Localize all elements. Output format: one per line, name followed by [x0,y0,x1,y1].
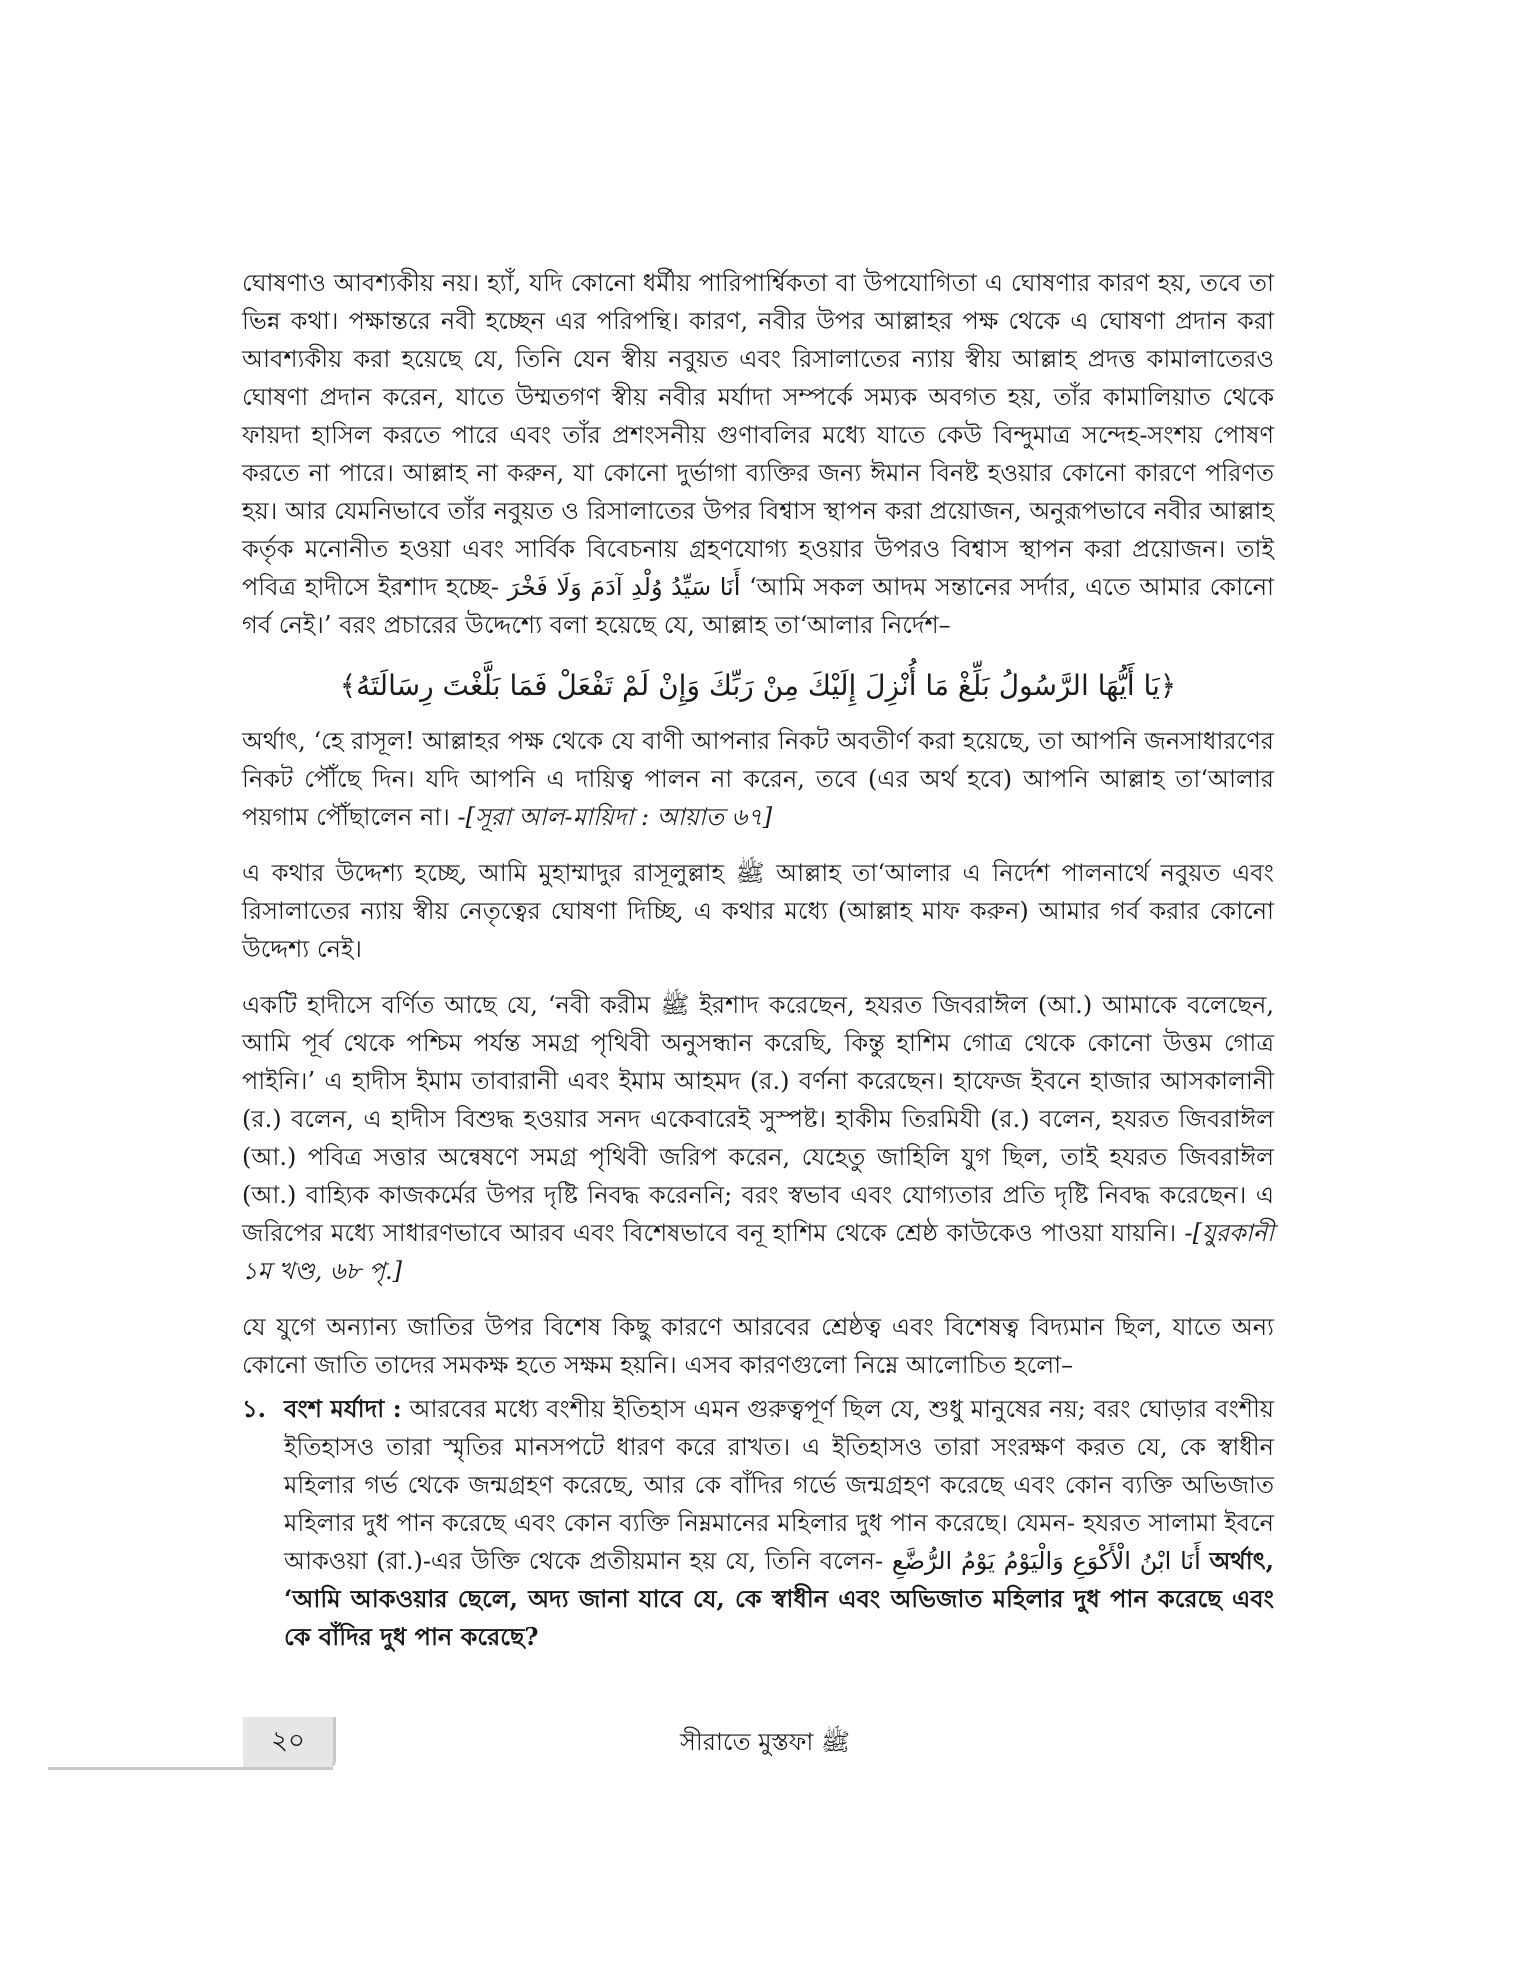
verse-reference: -[সূরা আল-মায়িদা : আয়াত ৬৭] [457,803,773,831]
list-item [242,1390,1274,1656]
paragraph-intent: এ কথার উদ্দেশ্য হচ্ছে, আমি মুহাম্মাদুর রাসূলুল্লাহ ﷺ আল্লাহ তা‘আলার এ নির্দেশ পালনার্থে নবুয়ত এবং রিসালাতের ন্যায় স্বীয় নেতৃত্বের ঘোষণা দিচ্ছি, এ কথার মধ্যে (আল্লাহ মাফ করুন) আমার গর্ব করার কোনো উদ্দেশ্য নেই। [242,859,1274,963]
list-text-continued: অর্থাৎ, ‘আমি আকওয়ার ছেলে, অদ্য জানা যাবে যে, কে স্বাধীন এবং অভিজাত মহিলার দুধ পান করেছে এবং কে বাঁদির দুধ পান করেছে? [284,1546,1274,1651]
hadith-text: একটি হাদীসে বর্ণিত আছে যে, ‘নবী করীম ﷺ ইরশাদ করেছেন, হযরত জিবরাঈল (আ.) আমাকে বলেছেন, আমি পূর্ব থেকে পশ্চিম পর্যন্ত সমগ্র পৃথিবী অনুসন্ধান করেছি, কিন্তু হাশিম গোত্র থেকে কোনো উত্তম গোত্র পাইনি।’ এ হাদীস ইমাম তাবারানী এবং ইমাম আহমদ (র.) বর্ণনা করেছেন। হাফেজ ইবনে হাজার আসকালানী (র.) বলেন, এ হাদীস বিশুদ্ধ হওয়ার সনদ একেবারেই সুস্পষ্ট। হাকীম তিরমিযী (র.) বলেন, হযরত জিবরাঈল (আ.) পবিত্র সত্তার অন্বেষণে সমগ্র পৃথিবী জরিপ করেন, যেহেতু জাহিলি যুগ ছিল, তাই হযরত জিবরাঈল (আ.) বাহ্যিক কাজকর্মের উপর দৃষ্টি নিবদ্ধ করেননি; বরং স্বভাব এবং যোগ্যতার প্রতি দৃষ্টি নিবদ্ধ করেছেন। এ জরিপের মধ্যে সাধারণভাবে আরব এবং বিশেষভাবে বনূ হাশিম থেকে শ্রেষ্ঠ কাউকেও পাওয়া যায়নি। [242,991,1275,1247]
verse-translation [242,722,1274,836]
list-text: আরবের মধ্যে বংশীয় ইতিহাস এমন গুরুত্বপূর্ণ ছিল যে, শুধু মানুষের নয়; বরং ঘোড়ার বংশীয় ইতিহাসও তারা স্মৃতির মানসপটে ধারণ করে রাখত। এ ইতিহাসও তারা সংরক্ষণ করত যে, কে স্বাধীন মহিলার গর্ভ থেকে জন্মগ্রহণ করেছে, আর কে বাঁদির গর্ভে জন্মগ্রহণ করেছে এবং কোন ব্যক্তি অভিজাত মহিলার দুধ পান করেছে এবং কোন ব্যক্তি নিম্নমানের মহিলার দুধ পান করেছে। যেমন- হযরত সালামা ইবনে আকওয়া (রা.)-এর উক্তি থেকে প্রতীয়মান হয় যে, তিনি বলেন- [284,1395,1274,1575]
quran-verse: ﴿يَا أَيُّهَا الرَّسُولُ بَلِّغْ مَا أُنْزِلَ إِلَيْكَ مِنْ رَبِّكَ وَإِنْ لَمْ تَفْعَلْ فَمَا بَلَّغْتَ رِسَالَتَهُ﴾ [339,669,1177,702]
list-heading: বংশ মর্যাদা : [284,1394,402,1423]
page-number: ২০ [243,1717,336,1767]
paragraph-hadith [242,986,1274,1290]
paragraph-era: যে যুগে অন্যান্য জাতির উপর বিশেষ কিছু কারণে আরবের শ্রেষ্ঠত্ব এবং বিশেষত্ব বিদ্যমান ছিল, যাতে অন্য কোনো জাতি তাদের সমকক্ষ হতে সক্ষম হয়নি। এসব কারণগুলো নিম্নে আলোচিত হলো– [242,1313,1274,1379]
footer-rule [48,1767,333,1770]
paragraph-announcement [242,264,1274,644]
hadith-reference: -[যুরকানী ১ম খণ্ড, ৬৮ পৃ.] [242,1219,1274,1285]
list-body [284,1390,1274,1656]
paragraph-text: ঘোষণাও আবশ্যকীয় নয়। হ্যাঁ, যদি কোনো ধর্মীয় পারিপার্শ্বিকতা বা উপযোগিতা এ ঘোষণার কারণ হয়, তবে তা ভিন্ন কথা। পক্ষান্তরে নবী হচ্ছেন এর পরিপন্থি। কারণ, নবীর উপর আল্লাহর পক্ষ থেকে এ ঘোষণা প্রদান করা আবশ্যকীয় করা হয়েছে যে, তিনি যেন স্বীয় নবুয়ত এবং রিসালাতের ন্যায় স্বীয় আল্লাহ প্রদত্ত কামালাতেরও ঘোষণা প্রদান করেন, যাতে উম্মতগণ স্বীয় নবীর মর্যাদা সম্পর্কে সম্যক অবগত হয়, তাঁর কামালিয়াত থেকে ফায়দা হাসিল করতে পারে এবং তাঁর প্রশংসনীয় গুণাবলির মধ্যে যাতে কেউ বিন্দুমাত্র সন্দেহ-সংশয় পোষণ করতে না পারে। আল্লাহ না করুন, যা কোনো দুর্ভাগা ব্যক্তির জন্য ঈমান বিনষ্ট হওয়ার কোনো কারণে পরিণত হয়। আর যেমনিভাবে তাঁর নবুয়ত ও রিসালাতের উপর বিশ্বাস স্থাপন করা প্রয়োজন, অনুরূপভাবে নবীর আল্লাহ কর্তৃক মনোনীত হওয়া এবং সার্বিক বিবেচনায় গ্রহণযোগ্য হওয়ার উপরও বিশ্বাস স্থাপন করা প্রয়োজন। তাই পবিত্র হাদীসে ইরশাদ হচ্ছে- [242,269,1274,601]
running-title: সীরাতে মুস্তফা ﷺ [680,1728,850,1756]
arabic-quote: أَنَا ابْنُ الْأَكْوَعِ وَالْيَوْمُ يَوْمُ الرُّضَّعِ [891,1547,1201,1575]
arabic-hadith-quote: أَنَا سَيِّدُ وُلْدِ آدَمَ وَلَا فَخْرَ [507,573,741,601]
verse-translation-text: অর্থাৎ, ‘হে রাসূল! আল্লাহর পক্ষ থেকে যে বাণী আপনার নিকট অবতীর্ণ করা হয়েছে, তা আপনি জনসাধারণের নিকট পৌঁছে দিন। যদি আপনি এ দায়িত্ব পালন না করেন, তবে (এর অর্থ হবে) আপনি আল্লাহ তা‘আলার পয়গাম পৌঁছালেন না। [242,727,1274,831]
page-content [242,264,1274,1656]
paragraph-text-continued: ‘আমি সকল আদম সন্তানের সর্দার, এতে আমার কোনো গর্ব নেই।’ বরং প্রচারের উদ্দেশ্যে বলা হয়েছে যে, আল্লাহ তা‘আলার নির্দেশ– [242,573,1274,639]
list-number: ১. [242,1394,266,1423]
